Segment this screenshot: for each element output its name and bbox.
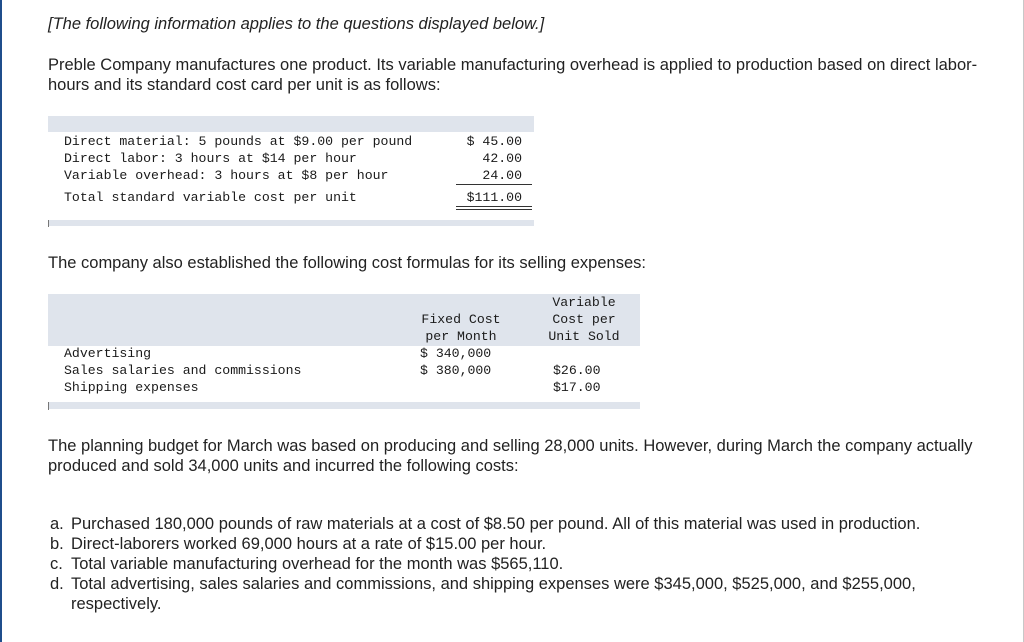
- cost-row-label: Variable overhead: 3 hours at $8 per hour: [64, 168, 389, 183]
- actual-costs-list: [50, 514, 980, 614]
- header-variable-line1: Variable: [552, 295, 616, 310]
- intro-note: [The following information applies to the questions displayed below.]: [48, 15, 545, 33]
- list-item-text: Direct-laborers worked 69,000 hours at a rate of $15.00 per hour.: [71, 535, 547, 553]
- total-double-underline: [456, 209, 532, 210]
- total-double-underline: [456, 206, 532, 207]
- cost-row-amount: 24.00: [482, 168, 522, 183]
- list-item: [50, 534, 980, 554]
- list-marker: d.: [50, 575, 64, 593]
- planning-budget-text: The planning budget for March was based on producing and selling 28,000 units. However, during March the company actually produced and sold 34,000 units and incurred the following costs:: [48, 437, 973, 475]
- list-item-text: Purchased 180,000 pounds of raw materials at a cost of $8.50 per pound. All of this material was used in production.: [71, 515, 921, 533]
- cost-row-amount: 42.00: [482, 151, 522, 166]
- cost-row-label: Direct labor: 3 hours at $14 per hour: [64, 151, 357, 166]
- expense-name: Shipping expenses: [64, 380, 199, 395]
- table-footer-band: [48, 402, 640, 409]
- table-footer-tick: [48, 220, 49, 227]
- header-fixed-line2: per Month: [425, 329, 497, 344]
- problem-description: Preble Company manufactures one product. Its variable manufacturing overhead is applied to production based on direct labor-hours and its standard cost card per unit is as follows:: [48, 56, 978, 94]
- variable-cost-value: $26.00: [553, 363, 601, 378]
- expense-name: Sales salaries and commissions: [64, 363, 302, 378]
- left-border: [0, 0, 2, 642]
- standard-cost-card-table: [48, 116, 534, 227]
- variable-cost-value: $17.00: [553, 380, 601, 395]
- list-marker: a.: [50, 515, 64, 533]
- table-footer-band: [48, 220, 534, 226]
- cost-row-label: Direct material: 5 pounds at $9.00 per pound: [64, 134, 413, 149]
- cost-row-amount: $ 45.00: [466, 134, 522, 149]
- table-header-band: [48, 116, 534, 132]
- header-variable-line3: Unit Sold: [548, 329, 620, 344]
- list-item-text: Total variable manufacturing overhead for the month was $565,110.: [71, 555, 564, 573]
- list-item-text: Total advertising, sales salaries and commissions, and shipping expenses were $345,000, $525,000, and $255,000, respectively.: [71, 575, 916, 613]
- fixed-cost-value: $ 380,000: [420, 363, 492, 378]
- total-row-label: Total standard variable cost per unit: [64, 190, 357, 205]
- list-item: [50, 514, 980, 534]
- list-marker: c.: [50, 555, 63, 573]
- list-item: [50, 574, 980, 614]
- fixed-cost-value: $ 340,000: [420, 346, 492, 361]
- selling-expenses-table: [48, 294, 640, 411]
- expense-name: Advertising: [64, 346, 152, 361]
- list-marker: b.: [50, 535, 64, 553]
- total-row-amount: $111.00: [466, 190, 522, 205]
- header-fixed-line1: Fixed Cost: [421, 312, 501, 327]
- header-variable-line2: Cost per: [552, 312, 616, 327]
- table-footer-tick: [48, 402, 49, 410]
- list-item: [50, 554, 980, 574]
- subtotal-underline: [456, 184, 532, 185]
- selling-expenses-intro: The company also established the following cost formulas for its selling expenses:: [48, 254, 646, 272]
